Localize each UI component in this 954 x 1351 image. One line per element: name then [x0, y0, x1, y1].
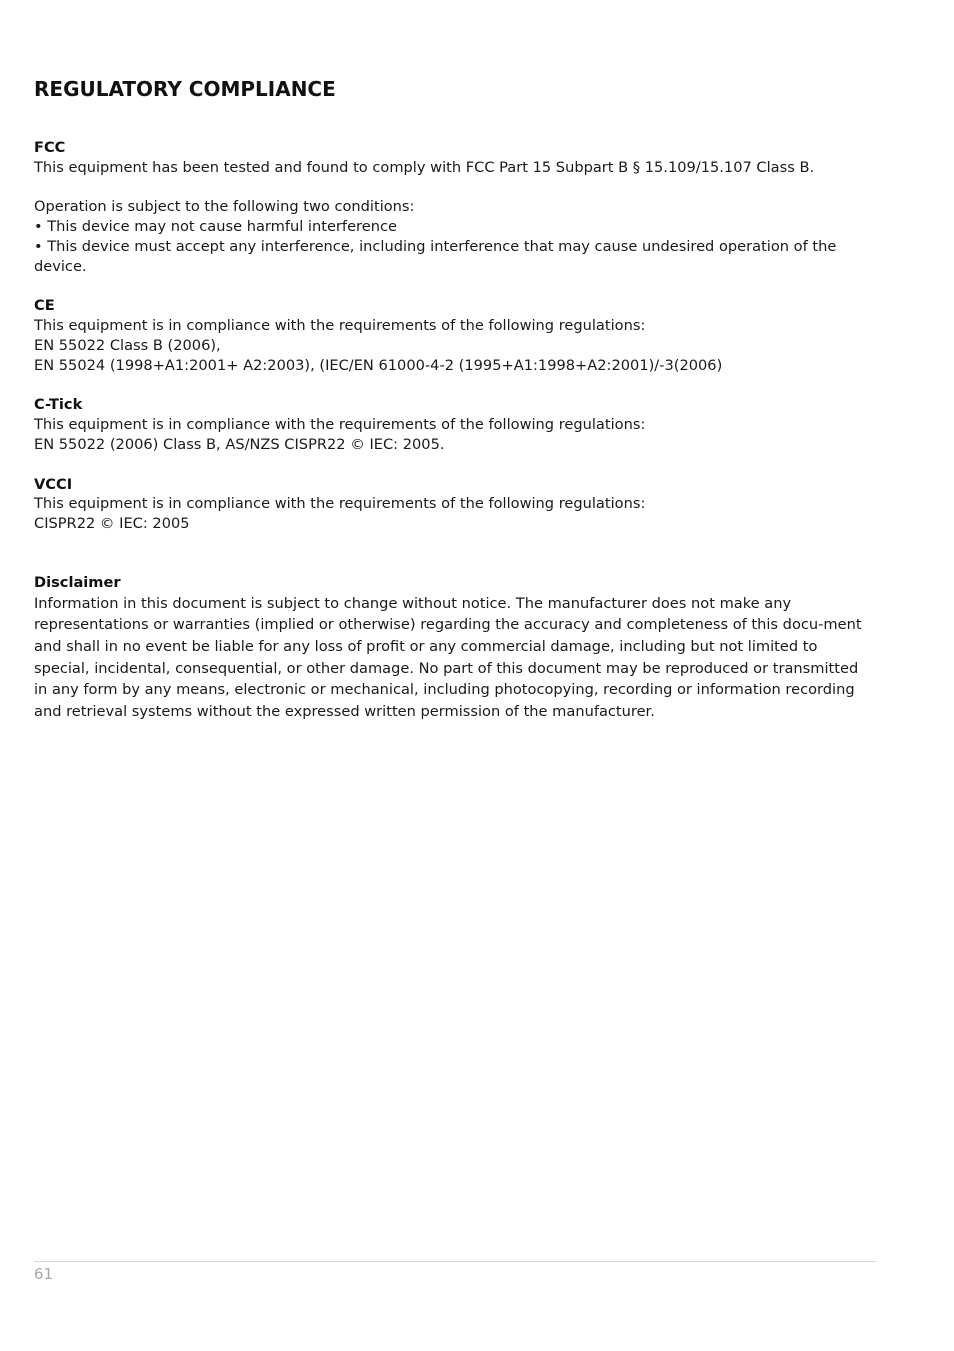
content — [34, 138, 876, 742]
disclaimer-text: Information in this document is subject to change without notice. The manufacturer does not make any representations or warranties (implied or otherwise) regarding the accuracy and completeness of this docu-ment and shall in no event be liable for any loss of profit or any commercial damage, including but not limited to special, incidental, consequential, or other damage. No part of this document may be reproduced or transmitted in any form by any means, electronic or mechanical, including photocopying, recording or information recording and retrieval systems without the expressed written permission of the manufacturer. — [34, 594, 862, 720]
fcc-condition-2: • This device must accept any interference, including interference that may cause undesired operation of the device. — [34, 237, 837, 275]
ce-heading: CE — [34, 297, 55, 315]
footer-divider — [34, 1261, 876, 1262]
ce-regulation-1: EN 55022 Class B (2006), — [34, 336, 221, 354]
fcc-section — [34, 138, 876, 277]
vcci-regulation-1: CISPR22 © IEC: 2005 — [34, 515, 190, 533]
vcci-heading: VCCI — [34, 475, 73, 493]
fcc-heading: FCC — [34, 139, 66, 156]
ctick-section — [34, 395, 876, 454]
ctick-text: This equipment is in compliance with the requirements of the following regulations: — [34, 416, 646, 434]
page-number: 61 — [34, 1265, 54, 1283]
ce-text: This equipment is in compliance with the requirements of the following regulations: — [34, 317, 646, 335]
ctick-regulation-1: EN 55022 (2006) Class B, AS/NZS CISPR22 © IEC: 2005. — [34, 435, 445, 453]
disclaimer-heading: Disclaimer — [34, 573, 121, 591]
spacer — [34, 178, 876, 198]
fcc-text: This equipment has been tested and found to comply with FCC Part 15 Subpart B § 15.109/15.107 Class B. — [34, 158, 815, 176]
fcc-conditions-intro: Operation is subject to the following two conditions: — [34, 198, 415, 216]
fcc-condition-1: • This device may not cause harmful interference — [34, 218, 397, 236]
document-page — [34, 0, 876, 1351]
disclaimer-section — [34, 573, 876, 722]
ce-regulation-2: EN 55024 (1998+A1:2001+ A2:2003), (IEC/EN 61000-4-2 (1995+A1:1998+A2:2001)/-3(2006) — [34, 356, 723, 374]
ctick-heading: C-Tick — [34, 396, 83, 414]
vcci-section — [34, 475, 876, 534]
vcci-text: This equipment is in compliance with the requirements of the following regulations: — [34, 495, 646, 513]
page-title: REGULATORY COMPLIANCE — [34, 77, 336, 101]
ce-section — [34, 296, 876, 375]
